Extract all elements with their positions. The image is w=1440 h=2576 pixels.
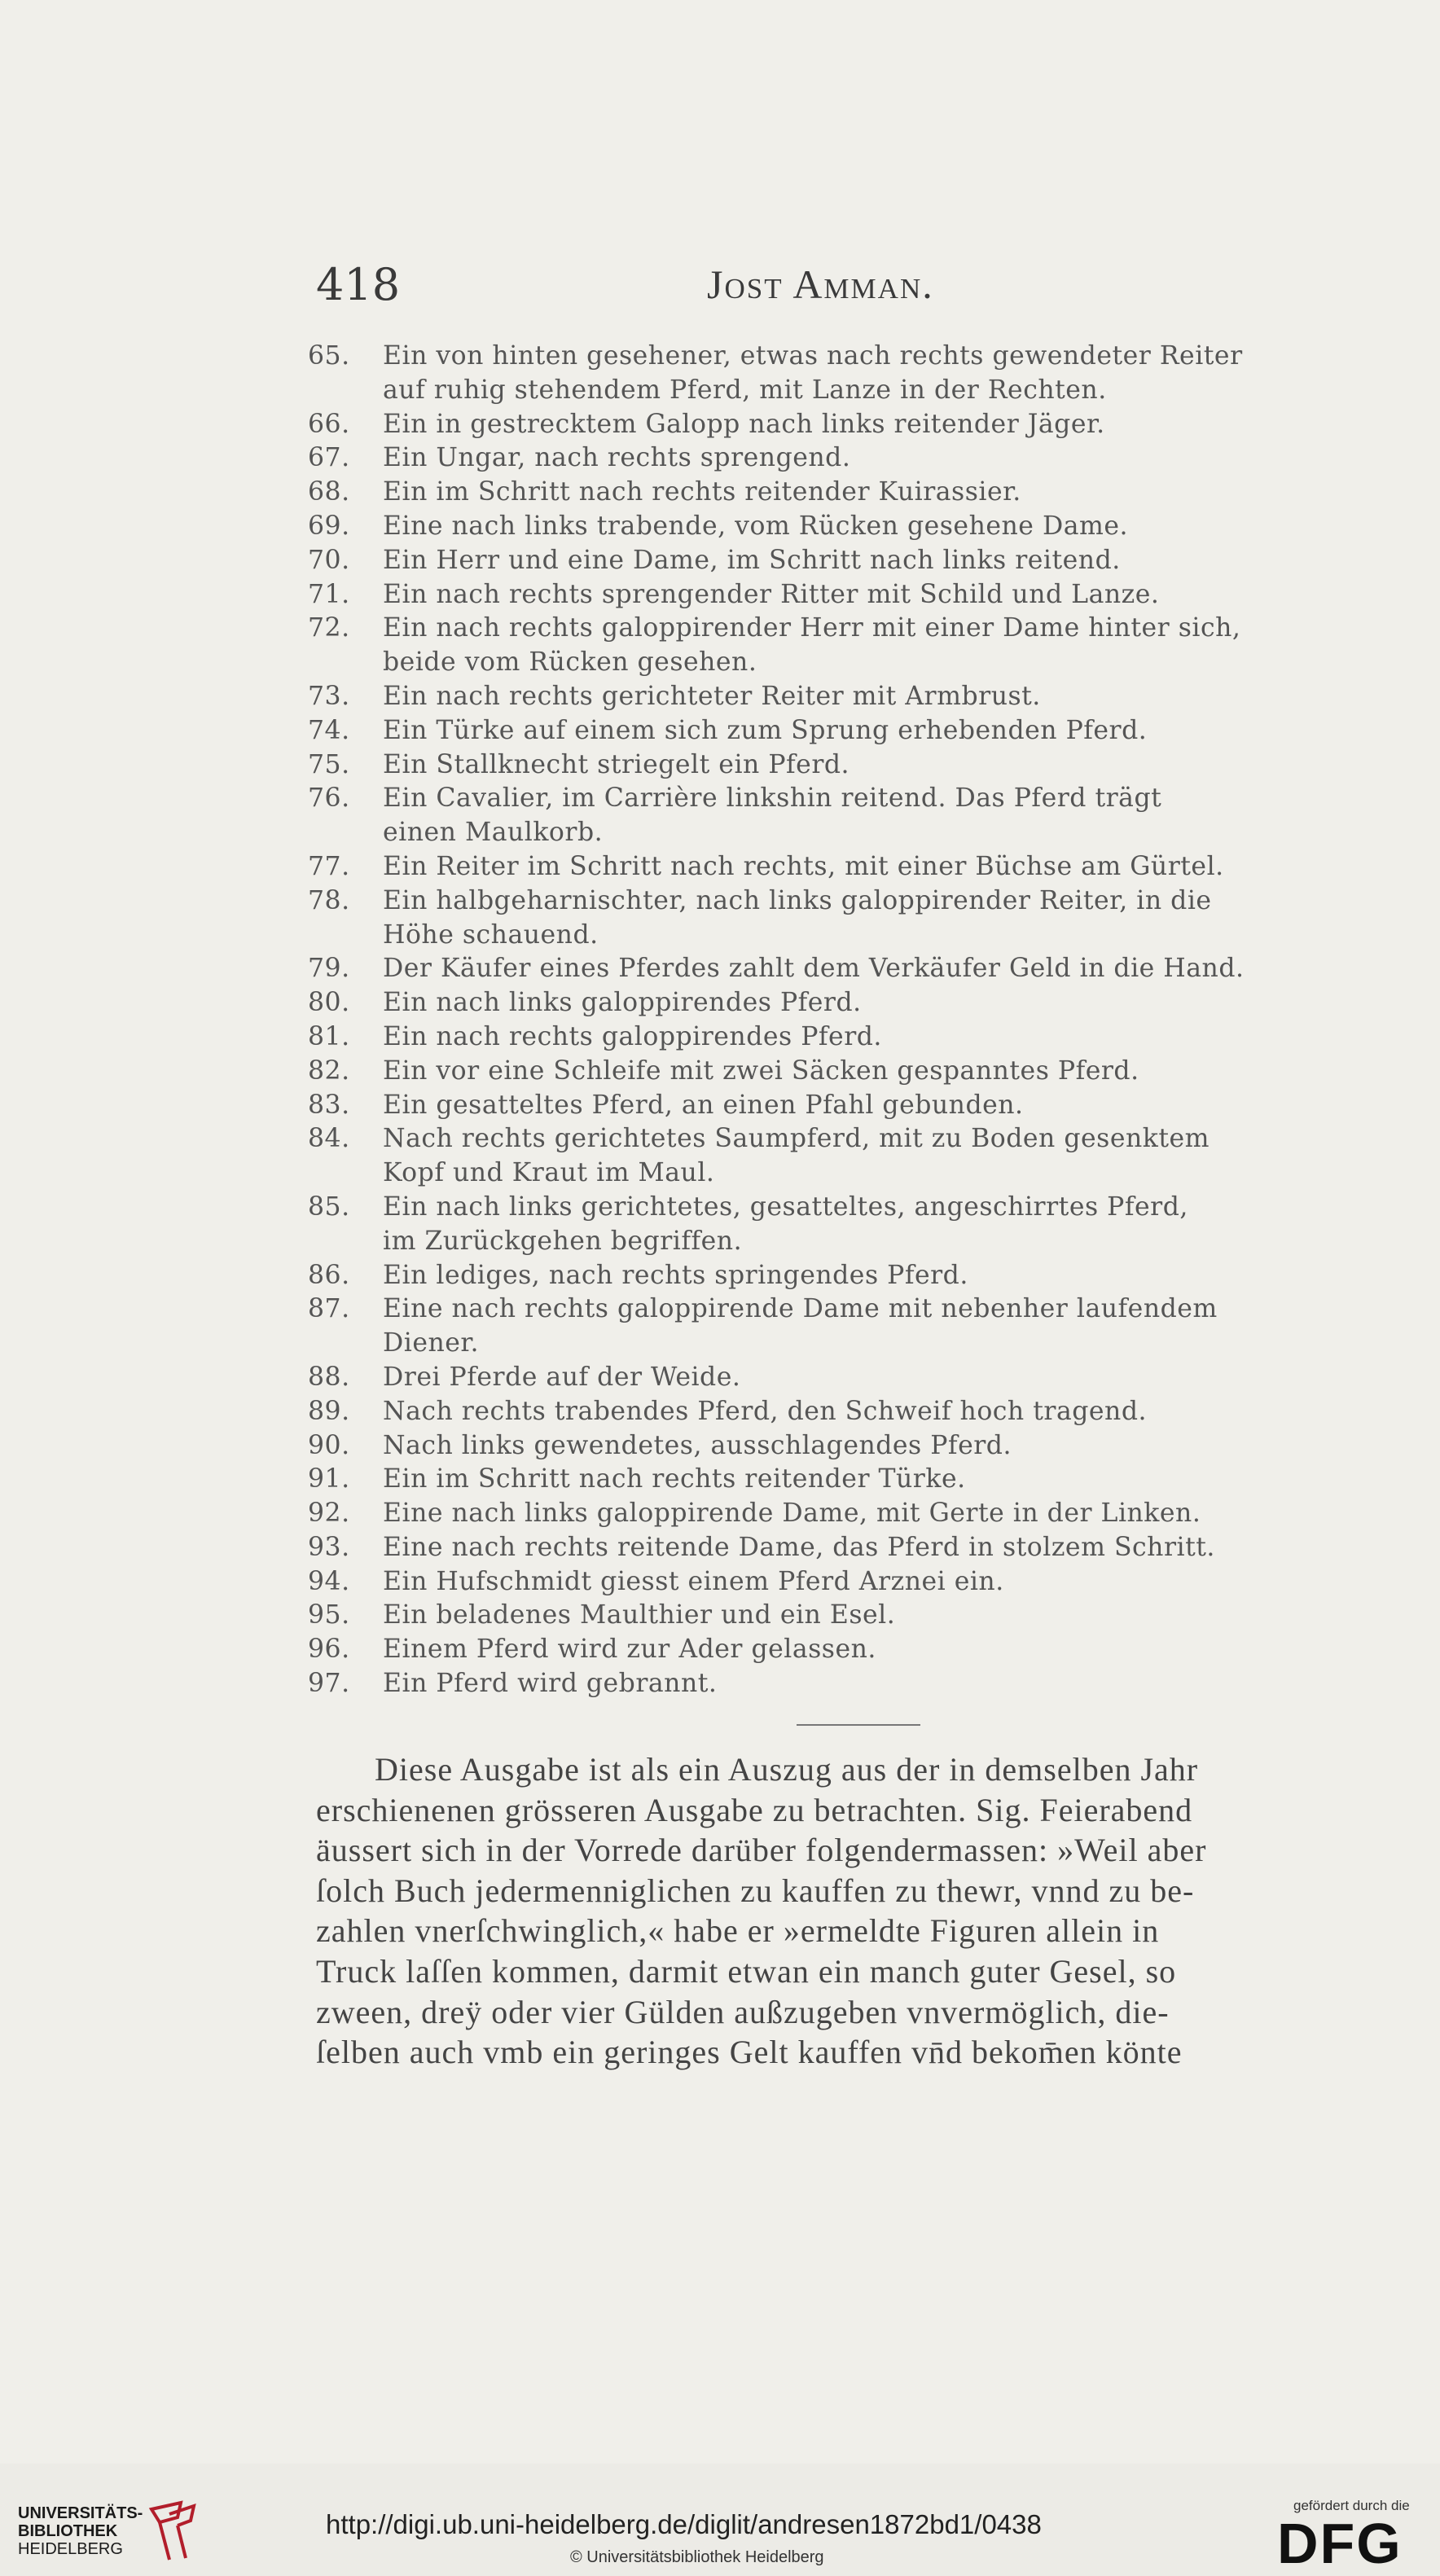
entry-text: Eine nach links trabende, vom Rücken gesehene Dame.	[383, 511, 1129, 541]
running-title: Jost Amman.	[707, 261, 934, 307]
entry-number: 96.	[308, 1635, 350, 1665]
catalogue-entry	[308, 1361, 1359, 1395]
entry-number: 73.	[308, 681, 350, 711]
entry-text: Ein Cavalier, im Carrière linkshin reitend. Das Pferd trägt	[383, 783, 1162, 814]
library-logo-icon[interactable]	[145, 2498, 204, 2563]
catalogue-entry	[308, 1497, 1359, 1531]
catalogue-entry	[308, 1020, 1359, 1055]
catalogue-entry	[308, 816, 1359, 850]
entry-number: 78.	[308, 885, 350, 915]
paragraph-line: ſolch Buch jedermenniglichen zu kauffen zu thewr, vnnd zu be-	[316, 1872, 1195, 1909]
page-number: 418	[316, 259, 401, 310]
catalogue-entry	[308, 408, 1359, 442]
catalogue-entry	[308, 646, 1359, 680]
entry-text: Ein nach links gerichtetes, gesatteltes, angeschirrtes Pferd,	[383, 1191, 1188, 1222]
catalogue-entry	[308, 1633, 1359, 1667]
entry-text: Ein vor eine Schleife mit zwei Säcken gespanntes Pferd.	[383, 1055, 1139, 1086]
running-header	[316, 259, 1342, 324]
paragraph-line: ſelben auch vmb ein geringes Gelt kauffen vn̄d bekom̄en könte	[316, 2034, 1183, 2071]
entry-text: Ein beladenes Maulthier und ein Esel.	[383, 1600, 896, 1630]
catalogue-entry	[308, 1055, 1359, 1089]
entry-text: im Zurückgehen begriffen.	[383, 1226, 743, 1256]
library-name-line: HEIDELBERG	[18, 2540, 123, 2558]
entry-number: 71.	[308, 579, 350, 609]
catalogue-entry	[308, 952, 1359, 986]
catalogue-entry	[308, 680, 1359, 714]
catalogue-entry	[308, 1122, 1359, 1156]
entry-text: Eine nach links galoppirende Dame, mit Gerte in der Linken.	[383, 1499, 1201, 1529]
entry-text: Drei Pferde auf der Weide.	[383, 1362, 741, 1392]
entry-text: Ein nach rechts galoppirender Herr mit einer Dame hinter sich,	[383, 613, 1241, 643]
copyright-notice: © Universitätsbibliothek Heidelberg	[570, 2548, 824, 2566]
entry-text: beide vom Rücken gesehen.	[383, 647, 757, 678]
entry-text: auf ruhig stehendem Pferd, mit Lanze in der Rechten.	[383, 375, 1107, 405]
entry-number: 65.	[308, 341, 350, 371]
entry-number: 72.	[308, 613, 350, 643]
entry-number: 95.	[308, 1600, 350, 1630]
entry-text: Ein Pferd wird gebrannt.	[383, 1669, 718, 1699]
entry-number: 97.	[308, 1669, 350, 1699]
catalogue-entry	[308, 748, 1359, 783]
catalogue-entry	[308, 441, 1359, 476]
entry-number: 67.	[308, 443, 350, 473]
paragraph-line: äussert sich in der Vorrede darüber folgendermassen: »Weil aber	[316, 1832, 1207, 1869]
library-name[interactable]	[18, 2504, 143, 2558]
entry-text: Der Käufer eines Pferdes zahlt dem Verkäufer Geld in die Hand.	[383, 954, 1245, 984]
entry-text: Nach links gewendetes, ausschlagendes Pferd.	[383, 1430, 1012, 1460]
entry-number: 93.	[308, 1532, 350, 1562]
entry-number: 81.	[308, 1021, 350, 1051]
entry-number: 66.	[308, 409, 350, 439]
library-name-line: UNIVERSITÄTS-	[18, 2504, 143, 2522]
entry-number: 77.	[308, 851, 350, 881]
entry-text: Einem Pferd wird zur Ader gelassen.	[383, 1635, 876, 1665]
catalogue-entry	[308, 1531, 1359, 1565]
catalogue-entries	[308, 340, 1359, 1701]
catalogue-entry	[308, 1259, 1359, 1293]
entry-number: 68.	[308, 477, 350, 507]
entry-text: Nach rechts gerichtetes Saumpferd, mit zu Boden gesenktem	[383, 1124, 1210, 1154]
catalogue-entry	[308, 1565, 1359, 1600]
entry-text: Ein halbgeharnischter, nach links galoppirender Reiter, in die	[383, 885, 1212, 915]
catalogue-entry	[308, 714, 1359, 748]
paragraph-line: zween, dreÿ oder vier Gülden außzugeben vnvermöglich, die-	[316, 1993, 1170, 2030]
catalogue-entry	[308, 986, 1359, 1020]
entry-number: 69.	[308, 511, 350, 541]
entry-number: 86.	[308, 1260, 350, 1290]
entry-text: Ein nach rechts sprengender Ritter mit Schild und Lanze.	[383, 579, 1160, 609]
catalogue-entry	[308, 510, 1359, 544]
entry-text: einen Maulkorb.	[383, 818, 604, 848]
entry-text: Diener.	[383, 1328, 480, 1358]
paragraph-line: Diese Ausgabe ist als ein Auszug aus der in demselben Jahr	[375, 1751, 1199, 1788]
footer-bar	[0, 2464, 1440, 2575]
entry-number: 83.	[308, 1090, 350, 1120]
entry-number: 88.	[308, 1362, 350, 1392]
entry-number: 89.	[308, 1396, 350, 1426]
entry-text: Ein gesatteltes Pferd, an einen Pfahl gebunden.	[383, 1090, 1024, 1120]
catalogue-entry	[308, 782, 1359, 816]
catalogue-entry	[308, 1191, 1359, 1225]
entry-text: Nach rechts trabendes Pferd, den Schweif hoch tragend.	[383, 1396, 1147, 1426]
entry-text: Ein Ungar, nach rechts sprengend.	[383, 443, 851, 473]
entry-text: Ein Türke auf einem sich zum Sprung erhebenden Pferd.	[383, 715, 1148, 745]
catalogue-entry	[308, 884, 1359, 919]
catalogue-entry	[308, 1292, 1359, 1327]
paragraph-line: zahlen vnerſchwinglich,« habe er »ermeldte Figuren allein in	[316, 1912, 1160, 1950]
catalogue-entry	[308, 1089, 1359, 1123]
catalogue-entry	[308, 1667, 1359, 1701]
catalogue-entry	[308, 1156, 1359, 1191]
catalogue-entry	[308, 1395, 1359, 1429]
entry-number: 76.	[308, 783, 350, 814]
catalogue-entry	[308, 1327, 1359, 1361]
paragraph-line: erschienenen grösseren Ausgabe zu betrachten. Sig. Feierabend	[316, 1791, 1193, 1828]
entry-text: Ein lediges, nach rechts springendes Pferd.	[383, 1260, 968, 1290]
entry-number: 82.	[308, 1055, 350, 1086]
entry-text: Höhe schauend.	[383, 919, 599, 950]
entry-number: 92.	[308, 1499, 350, 1529]
entry-number: 94.	[308, 1566, 350, 1596]
paragraph-line: Truck laſſen kommen, darmit etwan ein manch guter Gesel, so	[316, 1952, 1177, 1990]
entry-text: Ein nach rechts galoppirendes Pferd.	[383, 1021, 882, 1051]
body-paragraph	[316, 1749, 1350, 2073]
library-name-line: BIBLIOTHEK	[18, 2522, 118, 2540]
catalogue-entry	[308, 1599, 1359, 1633]
entry-text: Eine nach rechts galoppirende Dame mit nebenher laufendem	[383, 1294, 1218, 1324]
entry-text: Eine nach rechts reitende Dame, das Pferd in stolzem Schritt.	[383, 1532, 1215, 1562]
entry-text: Ein von hinten gesehener, etwas nach rechts gewendeter Reiter	[383, 341, 1243, 371]
entry-text: Ein nach links galoppirendes Pferd.	[383, 988, 862, 1018]
entry-text: Ein in gestrecktem Galopp nach links reitender Jäger.	[383, 409, 1105, 439]
catalogue-entry	[308, 476, 1359, 510]
dfg-logo[interactable]: DFG	[1277, 2512, 1403, 2575]
entry-number: 85.	[308, 1191, 350, 1222]
catalogue-entry	[308, 578, 1359, 612]
entry-number: 70.	[308, 545, 350, 575]
catalogue-entry	[308, 850, 1359, 884]
entry-text: Ein nach rechts gerichteter Reiter mit Armbrust.	[383, 681, 1041, 711]
entry-text: Ein im Schritt nach rechts reitender Türke.	[383, 1464, 966, 1494]
catalogue-entry	[308, 919, 1359, 953]
section-divider	[797, 1724, 920, 1726]
entry-text: Ein Stallknecht striegelt ein Pferd.	[383, 749, 850, 779]
catalogue-entry	[308, 1225, 1359, 1259]
entry-number: 75.	[308, 749, 350, 779]
entry-number: 74.	[308, 715, 350, 745]
catalogue-entry	[308, 1463, 1359, 1497]
entry-number: 79.	[308, 954, 350, 984]
entry-number: 84.	[308, 1124, 350, 1154]
funding-label: gefördert durch die	[1293, 2498, 1410, 2513]
catalogue-entry	[308, 340, 1359, 374]
entry-number: 87.	[308, 1294, 350, 1324]
entry-text: Ein im Schritt nach rechts reitender Kuirassier.	[383, 477, 1021, 507]
catalogue-entry	[308, 544, 1359, 578]
permalink-url[interactable]: http://digi.ub.uni-heidelberg.de/diglit/andresen1872bd1/0438	[326, 2509, 1042, 2539]
entry-number: 80.	[308, 988, 350, 1018]
entry-number: 91.	[308, 1464, 350, 1494]
entry-text: Ein Hufschmidt giesst einem Pferd Arznei ein.	[383, 1566, 1004, 1596]
entry-text: Ein Reiter im Schritt nach rechts, mit einer Büchse am Gürtel.	[383, 851, 1224, 881]
entry-text: Ein Herr und eine Dame, im Schritt nach links reitend.	[383, 545, 1121, 575]
catalogue-entry	[308, 374, 1359, 408]
entry-text: Kopf und Kraut im Maul.	[383, 1158, 715, 1188]
catalogue-entry	[308, 1429, 1359, 1464]
catalogue-entry	[308, 612, 1359, 646]
entry-number: 90.	[308, 1430, 350, 1460]
